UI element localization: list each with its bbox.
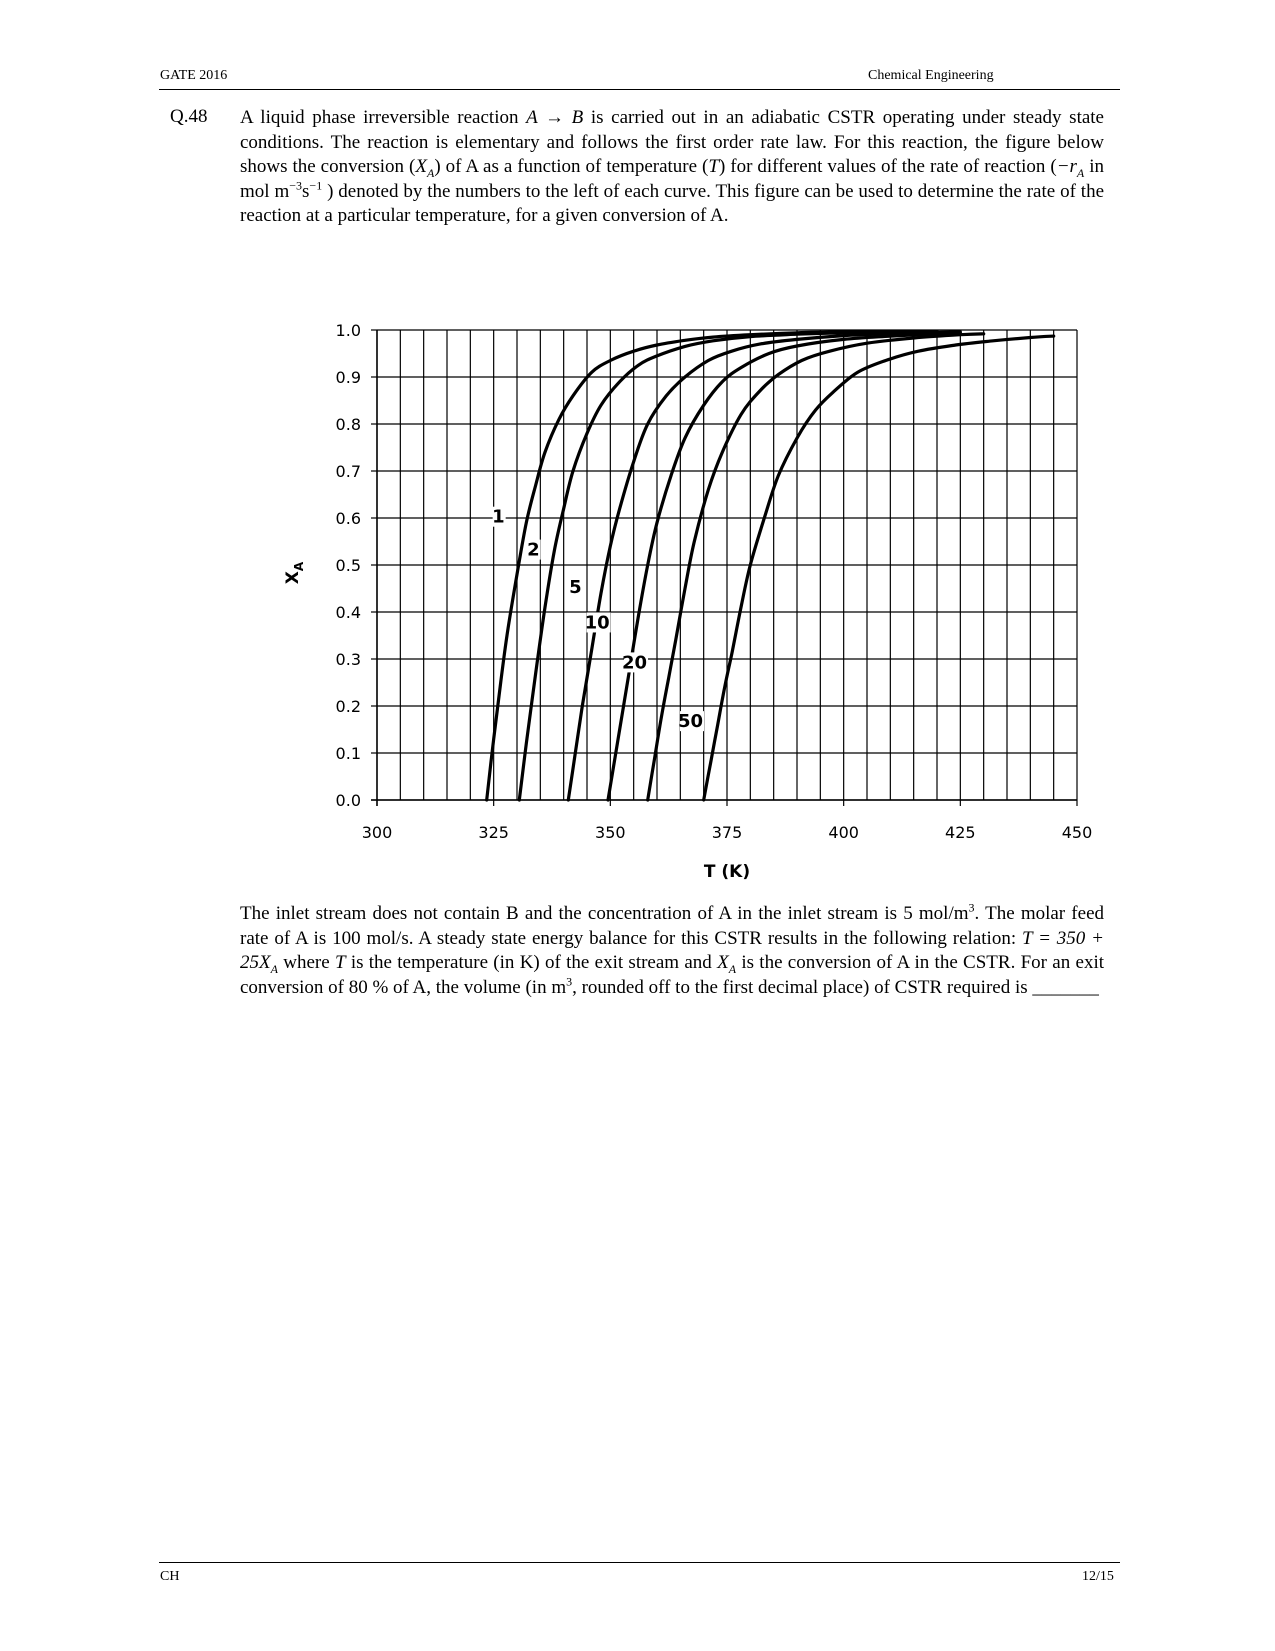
curve-label-2: 2 — [527, 539, 540, 561]
question-intro-paragraph: A liquid phase irreversible reaction A → B is carried out in an adiabatic CSTR operating under steady state conditions. The reaction is elementary and follows the first order rate law. For this reaction, the figure below shows the conversion $(X_A)$ of A as a function of temperature (T) for different values of the rate of reaction ($-r_A$ in mol $m^{-3}s^{-1}$ ) denoted by the numbers to the left of each curve. This figure can be used to determine the rate of the reaction at a particular temperature, for a given conversion of A. — [240, 107, 1105, 227]
x-tick-label: 325 — [478, 823, 509, 842]
curve-rate-5 — [568, 332, 960, 800]
question-number: Q.48 — [170, 106, 208, 127]
y-tick-label: 0.3 — [335, 650, 361, 669]
curve-rate-2 — [519, 331, 937, 800]
x-tick-label: 425 — [945, 823, 976, 842]
y-axis-label: $X_A$ — [283, 561, 306, 585]
question-body-paragraph: The inlet stream does not contain B and the concentration of A in the inlet stream is 5 mol/$m^3$. The molar feed rate of A is 100 mol/s. A steady state energy balance for this CSTR results in the following relation: $T = 350 + 25X_A$ where T is the temperature (in K) of the exit stream and $X_A$ is the conversion of A in the CSTR. For an exit conversion of 80 % of A, the volume (in $m^3$, rounded off to the first decimal place) of CSTR required is _______ — [240, 900, 1105, 998]
answer-blank[interactable]: _______ — [1032, 976, 1099, 998]
y-tick-label: 0.0 — [335, 791, 361, 810]
conversion-temperature-chart — [280, 300, 1093, 882]
x-tick-label: 450 — [1061, 823, 1093, 842]
x-tick-label: 400 — [828, 823, 859, 842]
x-tick-label: 375 — [711, 823, 743, 842]
curve-label-50: 50 — [677, 711, 703, 733]
x-tick-label: 300 — [361, 823, 393, 842]
page-number: 12/15 — [1082, 1569, 1114, 1584]
curve-label-5: 5 — [569, 577, 582, 599]
y-tick-label: 0.5 — [335, 556, 361, 575]
curve-label-1: 1 — [492, 506, 505, 528]
curve-rate-50 — [704, 336, 1054, 800]
y-tick-label: 0.6 — [335, 509, 361, 528]
y-tick-label: 0.9 — [335, 368, 361, 387]
header-exam-name: GATE 2016 — [160, 68, 228, 83]
x-tick-label: 350 — [595, 823, 626, 842]
footer-paper-code: CH — [160, 1569, 180, 1584]
y-tick-label: 0.4 — [335, 603, 361, 622]
header-subject: Chemical Engineering — [868, 68, 994, 83]
y-tick-label: 0.2 — [335, 697, 361, 716]
chart-axes — [336, 321, 1093, 842]
y-tick-label: 0.8 — [335, 415, 361, 434]
chart-curves — [487, 331, 1054, 800]
y-tick-label: 0.1 — [335, 744, 361, 763]
chart-grid — [377, 330, 1077, 800]
curve-label-20: 20 — [621, 652, 647, 674]
footer-rule — [159, 1562, 1120, 1563]
y-tick-label: 1.0 — [335, 321, 361, 340]
header-rule — [159, 89, 1120, 90]
x-axis-label: T (K) — [703, 862, 751, 882]
curve-label-10: 10 — [584, 612, 610, 634]
y-tick-label: 0.7 — [335, 462, 361, 481]
